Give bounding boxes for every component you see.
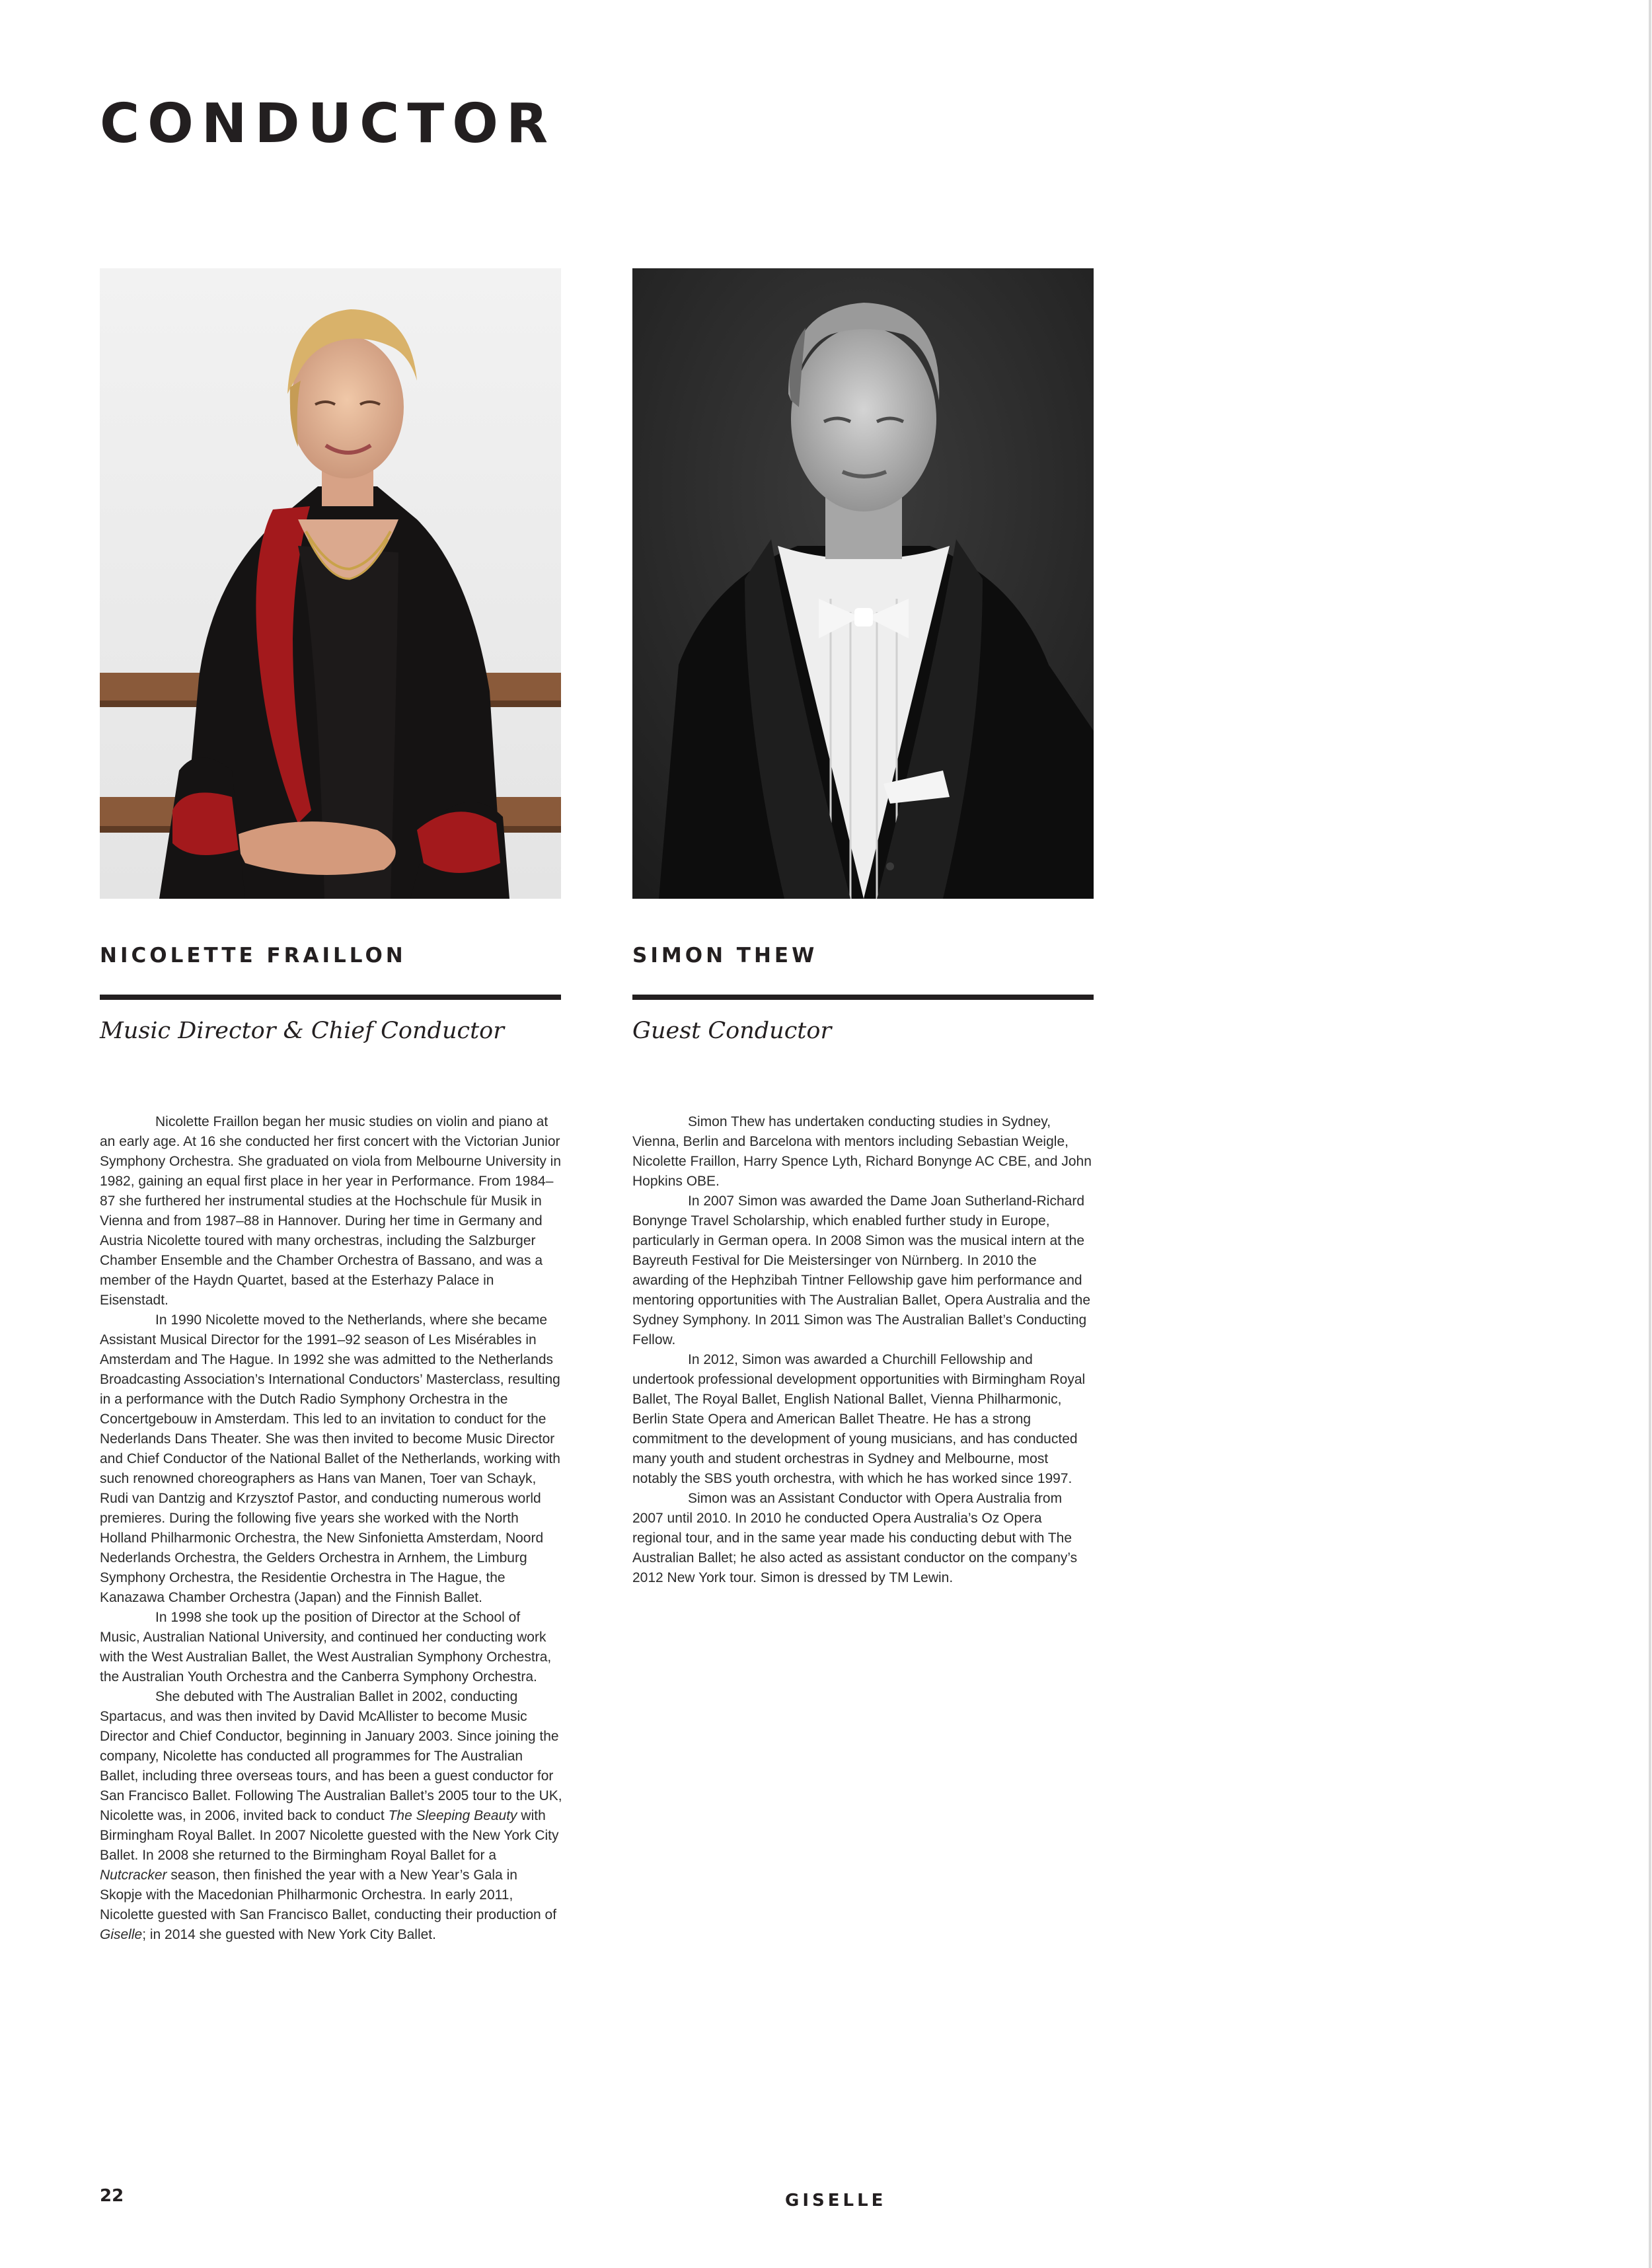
bio-text: ; in 2014 she guested with New York City Ballet. (142, 1927, 436, 1942)
bio-paragraph: In 1998 she took up the position of Director at the School of Music, Australian National University, and continued her conducting work with the West Australian Ballet, the West Australian Symphony Orchestra, the Australian Youth Orchestra and the Canberra Symphony Orchestra. (100, 1610, 552, 1684)
portrait-photo-color (100, 268, 561, 899)
bio-paragraph (100, 1687, 562, 1945)
bio-work-title: Nutcracker (100, 1868, 167, 1883)
biography-left (100, 1112, 562, 1945)
page-edge-divider (1649, 0, 1651, 2268)
conductor-role-left: Music Director & Chief Conductor (100, 1018, 504, 1044)
bio-paragraph: Simon was an Assistant Conductor with Opera Australia from 2007 until 2010. In 2010 he conducted Opera Australia’s Oz Opera regional tour, and in the same year made his conducting debut with The Australian Ballet; he also acted as assistant conductor on the company’s 2012 New York tour. Simon is dressed by TM Lewin. (632, 1491, 1078, 1585)
conductor-name-right: SIMON THEW (632, 944, 818, 967)
running-title: GISELLE (785, 2191, 887, 2211)
bio-work-title: The Sleeping Beauty (388, 1808, 517, 1823)
bio-text: season, then finished the year with a New Year’s Gala in Skopje with the Macedonian Philharmonic Orchestra. In early 2011, Nicolette guested with San Francisco Ballet, conducting their production of (100, 1868, 557, 1922)
bio-paragraph: In 2007 Simon was awarded the Dame Joan Sutherland-Richard Bonynge Travel Scholarship, which enabled further study in Europe, particularly in German opera. In 2008 Simon was the musical intern at the Bayreuth Festival for Die Meistersinger von Nürnberg. In 2010 the awarding of the Hephzibah Tintner Fellowship gave him performance and mentoring opportunities with The Australian Ballet, Opera Australia and the Sydney Symphony. In 2011 Simon was The Australian Ballet’s Conducting Fellow. (632, 1193, 1091, 1347)
conductor-name-left: NICOLETTE FRAILLON (100, 944, 406, 967)
section-title: CONDUCTOR (100, 93, 556, 155)
bio-paragraph: In 2012, Simon was awarded a Churchill Fellowship and undertook professional development opportunities with Birmingham Royal Ballet, The Royal Ballet, English National Ballet, Vienna Philharmonic, Berlin State Opera and American Ballet Theatre. He has a strong commitment to the development of young musicians, and has conducted many youth and student orchestras in Sydney and Melbourne, most notably the SBS youth orchestra, with which he has worked since 1997. (632, 1352, 1086, 1486)
conductor-role-right: Guest Conductor (632, 1018, 832, 1044)
bio-paragraph: Simon Thew has undertaken conducting studies in Sydney, Vienna, Berlin and Barcelona with mentors including Sebastian Weigle, Nicolette Fraillon, Harry Spence Lyth, Richard Bonynge AC CBE, and John Hopkins OBE. (632, 1114, 1092, 1189)
bio-work-title: Giselle (100, 1927, 143, 1942)
portrait-photo-bw (632, 268, 1094, 899)
portrait-nicolette-fraillon (100, 268, 561, 899)
bio-paragraph: In 1990 Nicolette moved to the Netherlands, where she became Assistant Musical Director for the 1991–92 season of Les Misérables in Amsterdam and The Hague. In 1992 she was admitted to the Netherlands Broadcasting Association’s International Conductors’ Masterclass, resulting in a performance with the Dutch Radio Symphony Orchestra in the Concertgebouw in Amsterdam. This led to an invitation to conduct for the Nederlands Dans Theater. She was then invited to become Music Director and Chief Conductor of the National Ballet of the Netherlands, working with such renowned choreographers as Hans van Manen, Toer van Schayk, Rudi van Dantzig and Krzysztof Pastor, and conducting numerous world premieres. During the following five years she worked with the North Holland Philharmonic Orchestra, the New Sinfonietta Amsterdam, Noord Nederlands Orchestra, the Gelders Orchestra in Arnhem, the Limburg Symphony Orchestra, the Residentie Orchestra in The Hague, the Kanazawa Chamber Orchestra (Japan) and the Finnish Ballet. (100, 1312, 560, 1605)
biography-right (632, 1112, 1095, 1588)
bio-paragraph: Nicolette Fraillon began her music studies on violin and piano at an early age. At 16 she conducted her first concert with the Victorian Junior Symphony Orchestra. She graduated on viola from Melbourne University in 1982, gaining an equal first place in her year in Performance. From 1984–87 she furthered her instrumental studies at the Hochschule für Musik in Vienna and from 1987–88 in Hannover. During her time in Germany and Austria Nicolette toured with many orchestras, including the Salzburger Chamber Ensemble and the Chamber Orchestra of Bassano, and was a member of the Haydn Quartet, based at the Esterhazy Palace in Eisenstadt. (100, 1114, 562, 1308)
bio-text: with Birmingham Royal Ballet. In 2007 Nicolette guested with the New York City Ballet. In 2008 she returned to the Birmingham Royal Ballet for a (100, 1808, 559, 1863)
portrait-simon-thew (632, 268, 1094, 899)
bio-text: She debuted with The Australian Ballet in 2002, conducting Spartacus, and was then invited by David McAllister to become Music Director and Chief Conductor, beginning in January 2003. Since joining the company, Nicolette has conducted all programmes for The Australian Ballet, including three overseas tours, and has been a guest conductor for San Francisco Ballet. Following The Australian Ballet’s 2005 tour to the UK, Nicolette was, in 2006, invited back to conduct (100, 1689, 562, 1823)
heading-rule-right (632, 995, 1094, 1000)
page-number: 22 (100, 2186, 124, 2206)
heading-rule-left (100, 995, 561, 1000)
